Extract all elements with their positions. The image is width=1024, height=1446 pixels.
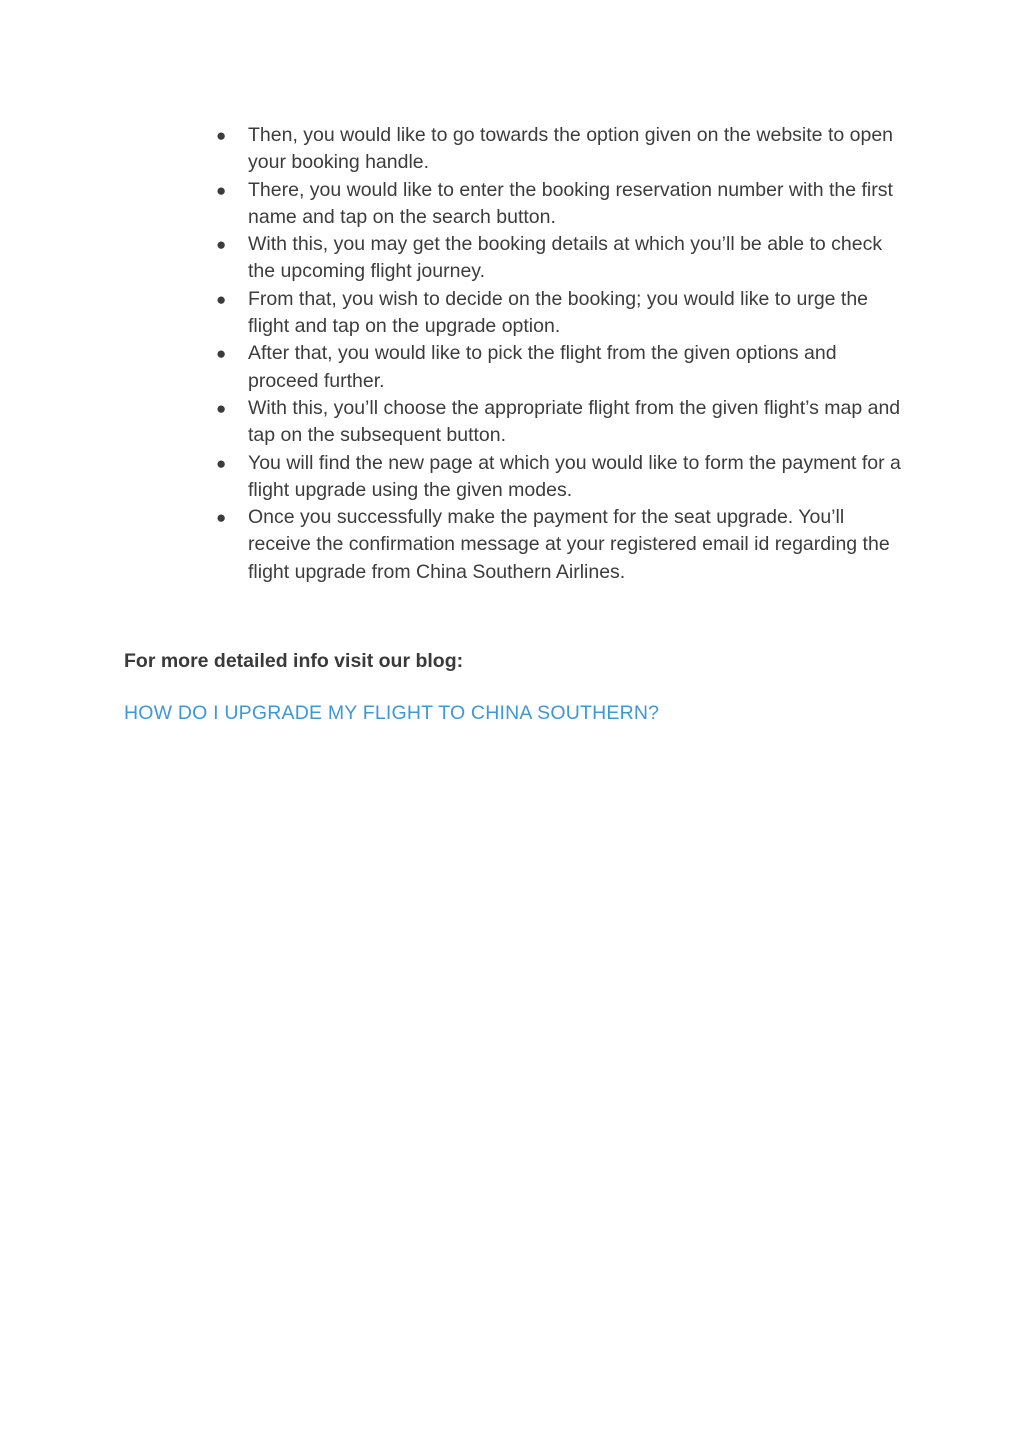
bullet-icon: ● [216,398,227,418]
list-item [216,340,906,395]
bullet-icon: ● [216,289,227,309]
list-item [216,395,906,450]
list-item [216,122,906,177]
blog-label: For more detailed info visit our blog: [124,650,464,672]
list-item [216,177,906,232]
list-item-text: From that, you wish to decide on the booking; you would like to urge the flight and tap on the upgrade option. [248,287,869,338]
list-item-text: With this, you may get the booking details at which you’ll be able to check the upcoming flight journey. [248,233,883,283]
list-item-text: Once you successfully make the payment for the seat upgrade. You’ll receive the confirmation message at your registered email id regarding the flight upgrade from China Southern Airlines. [248,506,890,583]
bullet-icon: ● [216,235,227,255]
list-item [216,286,906,341]
list-item [216,231,906,286]
list-item [216,504,906,586]
bullet-icon: ● [216,180,227,200]
bullet-icon: ● [216,126,227,145]
list-item [216,450,906,505]
bullet-icon: ● [216,344,227,364]
list-item-text: After that, you would like to pick the flight from the given options and proceed further. [248,342,837,392]
bullet-icon: ● [216,508,227,528]
list-item-text: With this, you’ll choose the appropriate flight from the given flight’s map and tap on the subsequent button. [248,396,901,447]
bullet-icon: ● [216,453,227,473]
list-item-text: You will find the new page at which you would like to form the payment for a flight upgrade using the given modes. [248,451,901,501]
list-item-text: Then, you would like to go towards the option given on the website to open your booking handle. [248,124,894,174]
list-item-text: There, you would like to enter the booking reservation number with the first name and tap on the search button. [248,178,893,228]
steps-list [216,122,906,586]
blog-link[interactable]: HOW DO I UPGRADE MY FLIGHT TO CHINA SOUTHERN? [124,702,660,724]
